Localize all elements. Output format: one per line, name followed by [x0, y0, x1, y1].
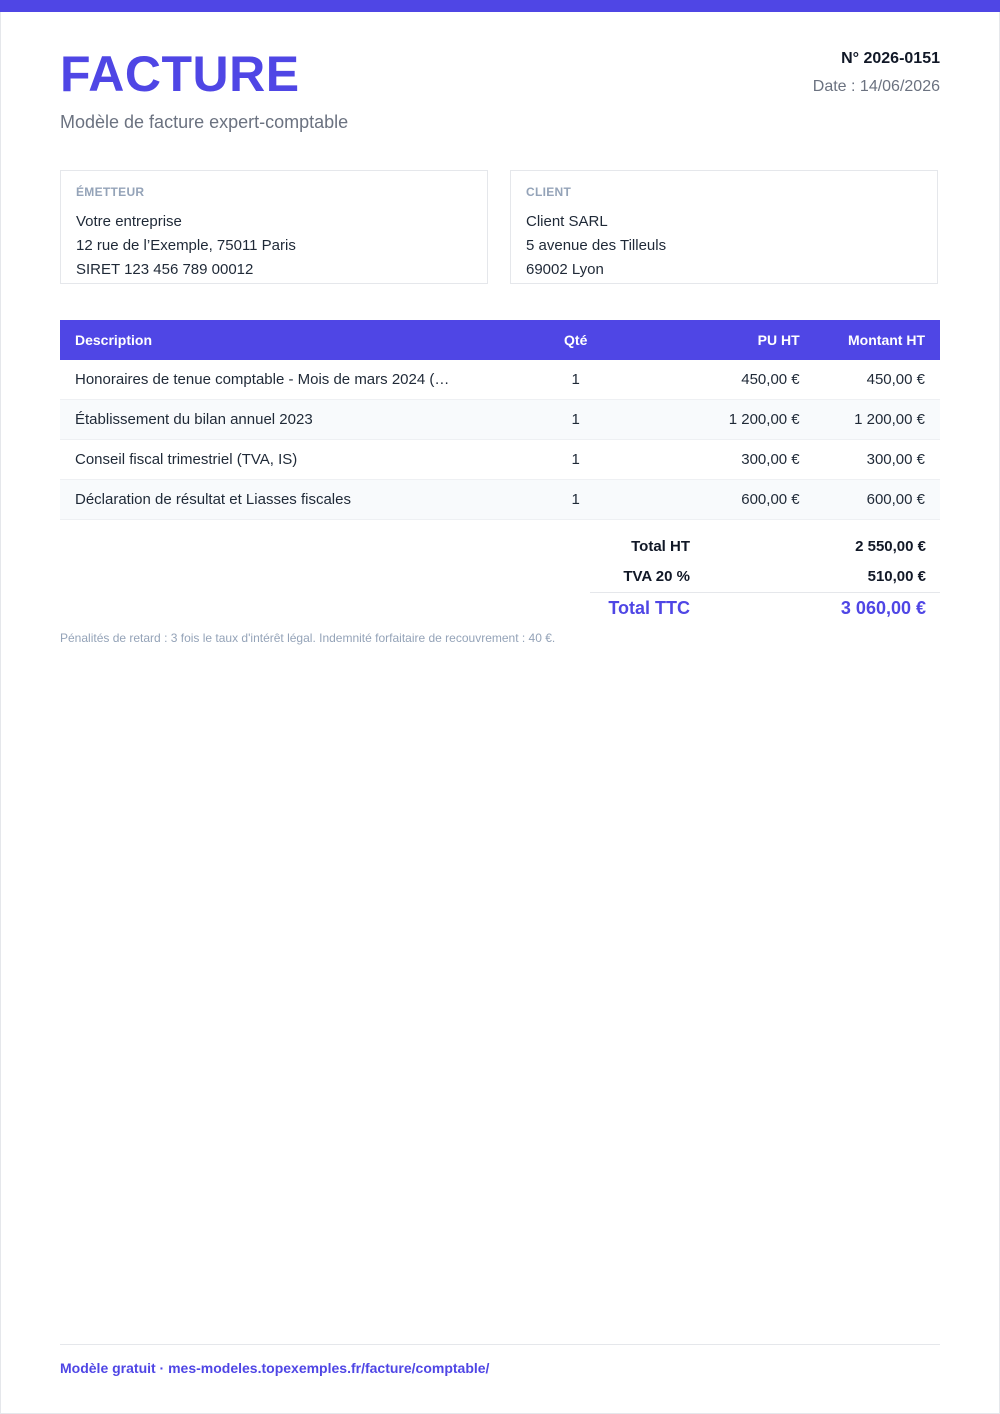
table-row: [60, 440, 940, 480]
row-qty: 1: [536, 360, 615, 400]
footer-link[interactable]: Modèle gratuit · mes-modeles.topexemples.fr/facture/comptable/: [60, 1360, 490, 1376]
tva-label: TVA 20 %: [623, 568, 690, 585]
table-header-row: [60, 320, 940, 360]
legal-notice: Pénalités de retard : 3 fois le taux d'intérêt légal. Indemnité forfaitaire de recouvrement : 40 €.: [60, 631, 556, 645]
table-row: [60, 480, 940, 520]
emitter-box: [60, 170, 488, 284]
header-qty: Qté: [536, 320, 615, 360]
invoice-number: N° 2026-0151: [841, 50, 940, 67]
table-row: [60, 400, 940, 440]
row-amount: 600,00 €: [815, 480, 940, 520]
header-amount: Montant HT: [815, 320, 940, 360]
row-unit-price: 600,00 €: [615, 480, 814, 520]
emitter-label: ÉMETTEUR: [76, 185, 145, 199]
total-ttc-row: [590, 592, 940, 623]
emitter-address: 12 rue de l’Exemple, 75011 Paris: [76, 237, 296, 254]
invoice-date: Date : 14/06/2026: [812, 78, 940, 95]
footer-divider: [60, 1344, 940, 1345]
emitter-company: Votre entreprise: [76, 213, 182, 230]
table-row: [60, 360, 940, 400]
row-unit-price: 1 200,00 €: [615, 400, 814, 440]
client-label: CLIENT: [526, 185, 572, 199]
tva-value: 510,00 €: [867, 568, 926, 585]
client-street: 5 avenue des Tilleuls: [526, 237, 667, 254]
total-ht-label: Total HT: [631, 538, 690, 555]
header-description: Description: [60, 320, 536, 360]
accent-top-bar: [0, 0, 1000, 12]
row-description: Conseil fiscal trimestriel (TVA, IS): [60, 440, 536, 480]
row-amount: 300,00 €: [815, 440, 940, 480]
header-unit-price: PU HT: [615, 320, 814, 360]
client-box: [510, 170, 938, 284]
row-amount: 450,00 €: [815, 360, 940, 400]
row-description: Honoraires de tenue comptable - Mois de mars 2024 (…: [60, 360, 536, 400]
row-qty: 1: [536, 400, 615, 440]
items-table: [60, 320, 940, 520]
row-description: Établissement du bilan annuel 2023: [60, 400, 536, 440]
row-description: Déclaration de résultat et Liasses fiscales: [60, 480, 536, 520]
invoice-subtitle: Modèle de facture expert-comptable: [60, 112, 349, 132]
row-amount: 1 200,00 €: [815, 400, 940, 440]
emitter-siret: SIRET 123 456 789 00012: [76, 261, 254, 278]
client-city: 69002 Lyon: [526, 261, 604, 278]
totals-block: [590, 532, 940, 623]
row-unit-price: 300,00 €: [615, 440, 814, 480]
total-ttc-label: Total TTC: [608, 598, 690, 618]
total-ht-row: [590, 532, 940, 562]
total-ttc-value: 3 060,00 €: [840, 598, 926, 618]
row-qty: 1: [536, 440, 615, 480]
invoice-title: FACTURE: [60, 46, 300, 102]
row-qty: 1: [536, 480, 615, 520]
row-unit-price: 450,00 €: [615, 360, 814, 400]
total-ht-value: 2 550,00 €: [855, 538, 926, 555]
client-company: Client SARL: [526, 213, 608, 230]
tva-row: [590, 562, 940, 592]
